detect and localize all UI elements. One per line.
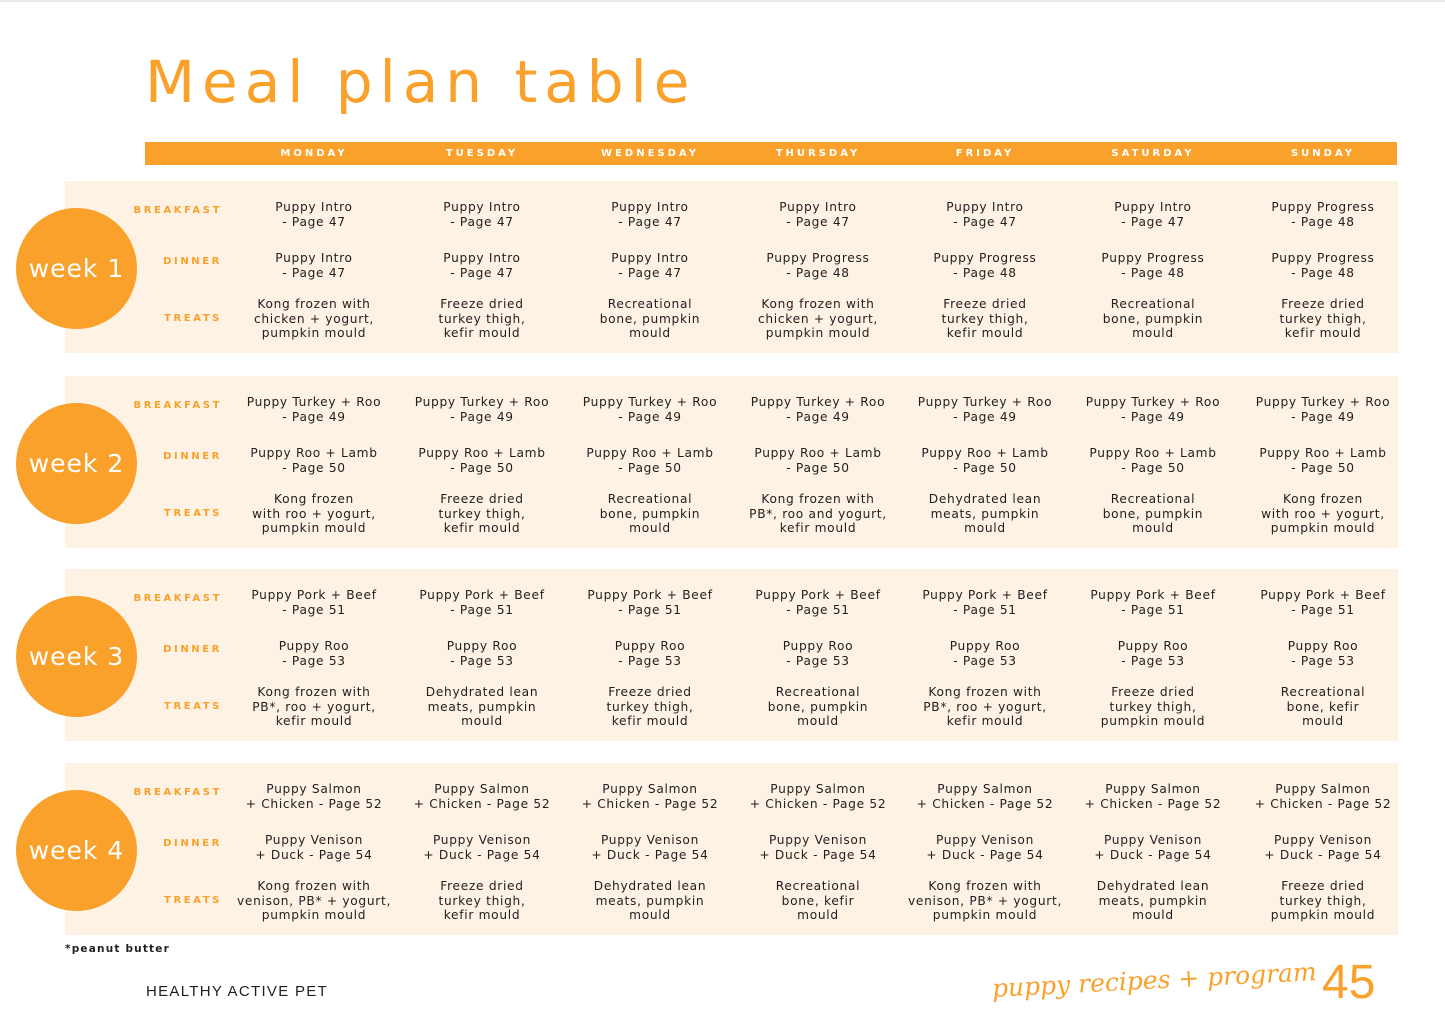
week-badge: week 1 [16, 208, 137, 329]
meal-cell-breakfast: Puppy Salmon + Chicken - Page 52 [245, 782, 383, 811]
meal-cell-dinner: Puppy Progress - Page 48 [1271, 251, 1375, 280]
row-label-breakfast: BREAKFAST [133, 400, 222, 411]
meal-cell-treats: Kong frozen with roo + yogurt, pumpkin mould [252, 492, 376, 535]
meal-cell-breakfast: Puppy Turkey + Roo - Page 49 [582, 395, 718, 424]
day-header-bar [145, 142, 1397, 165]
row-label-treats: TREATS [164, 313, 222, 324]
meal-cell-breakfast: Puppy Salmon + Chicken - Page 52 [581, 782, 719, 811]
meal-cell-dinner: Puppy Roo - Page 53 [278, 639, 350, 668]
meal-cell-breakfast: Puppy Intro - Page 47 [779, 200, 857, 229]
day-header-thursday: THURSDAY [775, 148, 861, 159]
meal-cell-treats: Dehydrated lean meats, pumpkin mould [425, 685, 539, 728]
meal-cell-treats: Freeze dried turkey thigh, pumpkin mould [1270, 879, 1376, 922]
row-label-treats: TREATS [164, 508, 222, 519]
row-label-dinner: DINNER [163, 256, 222, 267]
page-title: Meal plan table [145, 48, 697, 116]
meal-cell-dinner: Puppy Progress - Page 48 [766, 251, 870, 280]
meal-cell-dinner: Puppy Venison + Duck - Page 54 [926, 833, 1044, 862]
meal-cell-dinner: Puppy Intro - Page 47 [611, 251, 689, 280]
row-label-breakfast: BREAKFAST [133, 205, 222, 216]
meal-cell-treats: Freeze dried turkey thigh, kefir mould [1279, 297, 1367, 340]
meal-cell-breakfast: Puppy Intro - Page 47 [946, 200, 1024, 229]
meal-cell-treats: Freeze dried turkey thigh, kefir mould [438, 492, 526, 535]
meal-cell-dinner: Puppy Roo + Lamb - Page 50 [418, 446, 546, 475]
day-header-sunday: SUNDAY [1290, 148, 1355, 159]
meal-cell-breakfast: Puppy Intro - Page 47 [611, 200, 689, 229]
footnote: *peanut butter [65, 943, 170, 955]
row-label-dinner: DINNER [163, 644, 222, 655]
day-header-friday: FRIDAY [955, 148, 1015, 159]
meal-cell-breakfast: Puppy Turkey + Roo - Page 49 [750, 395, 886, 424]
meal-cell-breakfast: Puppy Salmon + Chicken - Page 52 [413, 782, 551, 811]
meal-cell-dinner: Puppy Venison + Duck - Page 54 [1094, 833, 1212, 862]
meal-cell-dinner: Puppy Roo + Lamb - Page 50 [1259, 446, 1387, 475]
meal-cell-treats: Recreational bone, pumpkin mould [1102, 492, 1204, 535]
meal-cell-breakfast: Puppy Turkey + Roo - Page 49 [1255, 395, 1391, 424]
meal-cell-dinner: Puppy Roo + Lamb - Page 50 [754, 446, 882, 475]
meal-cell-dinner: Puppy Progress - Page 48 [933, 251, 1037, 280]
meal-cell-dinner: Puppy Venison + Duck - Page 54 [255, 833, 373, 862]
meal-cell-dinner: Puppy Roo - Page 53 [1117, 639, 1189, 668]
meal-cell-treats: Freeze dried turkey thigh, kefir mould [941, 297, 1029, 340]
meal-cell-dinner: Puppy Roo + Lamb - Page 50 [1089, 446, 1217, 475]
meal-cell-dinner: Puppy Progress - Page 48 [1101, 251, 1205, 280]
row-label-dinner: DINNER [163, 838, 222, 849]
day-header-monday: MONDAY [280, 148, 348, 159]
meal-cell-breakfast: Puppy Intro - Page 47 [443, 200, 521, 229]
page-number: 45 [1322, 956, 1376, 1009]
row-label-dinner: DINNER [163, 451, 222, 462]
meal-cell-dinner: Puppy Roo - Page 53 [1287, 639, 1359, 668]
meal-cell-treats: Dehydrated lean meats, pumpkin mould [593, 879, 707, 922]
meal-cell-dinner: Puppy Roo + Lamb - Page 50 [586, 446, 714, 475]
meal-cell-breakfast: Puppy Progress - Page 48 [1271, 200, 1375, 229]
meal-cell-breakfast: Puppy Salmon + Chicken - Page 52 [1254, 782, 1392, 811]
meal-cell-dinner: Puppy Roo - Page 53 [782, 639, 854, 668]
meal-cell-treats: Kong frozen with roo + yogurt, pumpkin mould [1261, 492, 1385, 535]
meal-cell-treats: Dehydrated lean meats, pumpkin mould [1096, 879, 1210, 922]
day-header-saturday: SATURDAY [1111, 148, 1195, 159]
meal-cell-breakfast: Puppy Pork + Beef - Page 51 [251, 588, 377, 617]
meal-cell-breakfast: Puppy Intro - Page 47 [1114, 200, 1192, 229]
meal-cell-treats: Recreational bone, pumpkin mould [599, 297, 701, 340]
meal-cell-treats: Kong frozen with chicken + yogurt, pumpkin mould [253, 297, 374, 340]
meal-cell-treats: Recreational bone, pumpkin mould [1102, 297, 1204, 340]
brand-name: HEALTHY ACTIVE PET [146, 983, 329, 1000]
week-badge: week 2 [16, 403, 137, 524]
meal-cell-dinner: Puppy Venison + Duck - Page 54 [759, 833, 877, 862]
meal-cell-breakfast: Puppy Pork + Beef - Page 51 [587, 588, 713, 617]
meal-cell-breakfast: Puppy Pork + Beef - Page 51 [755, 588, 881, 617]
meal-cell-dinner: Puppy Venison + Duck - Page 54 [423, 833, 541, 862]
tagline: puppy recipes + program [991, 957, 1318, 1003]
meal-cell-dinner: Puppy Roo - Page 53 [949, 639, 1021, 668]
meal-cell-treats: Freeze dried turkey thigh, pumpkin mould [1100, 685, 1206, 728]
week-badge: week 3 [16, 596, 137, 717]
meal-cell-dinner: Puppy Roo - Page 53 [614, 639, 686, 668]
row-label-breakfast: BREAKFAST [133, 593, 222, 604]
meal-cell-breakfast: Puppy Salmon + Chicken - Page 52 [749, 782, 887, 811]
meal-cell-breakfast: Puppy Turkey + Roo - Page 49 [917, 395, 1053, 424]
meal-cell-dinner: Puppy Roo + Lamb - Page 50 [250, 446, 378, 475]
day-header-tuesday: TUESDAY [445, 148, 519, 159]
meal-cell-treats: Kong frozen with venison, PB* + yogurt, pumpkin mould [236, 879, 392, 922]
meal-cell-dinner: Puppy Venison + Duck - Page 54 [591, 833, 709, 862]
row-label-treats: TREATS [164, 701, 222, 712]
meal-cell-breakfast: Puppy Pork + Beef - Page 51 [419, 588, 545, 617]
meal-cell-dinner: Puppy Roo + Lamb - Page 50 [921, 446, 1049, 475]
meal-cell-treats: Recreational bone, kefir mould [775, 879, 861, 922]
meal-cell-treats: Kong frozen with PB*, roo + yogurt, kefir mould [923, 685, 1047, 728]
row-label-breakfast: BREAKFAST [133, 787, 222, 798]
meal-cell-treats: Freeze dried turkey thigh, kefir mould [606, 685, 694, 728]
meal-cell-dinner: Puppy Intro - Page 47 [443, 251, 521, 280]
meal-cell-treats: Dehydrated lean meats, pumpkin mould [928, 492, 1042, 535]
meal-cell-breakfast: Puppy Pork + Beef - Page 51 [1090, 588, 1216, 617]
meal-cell-treats: Kong frozen with PB*, roo and yogurt, kefir mould [749, 492, 887, 535]
meal-cell-treats: Kong frozen with chicken + yogurt, pumpkin mould [757, 297, 878, 340]
meal-cell-breakfast: Puppy Pork + Beef - Page 51 [1260, 588, 1386, 617]
meal-cell-breakfast: Puppy Intro - Page 47 [275, 200, 353, 229]
week-badge: week 4 [16, 790, 137, 911]
row-label-treats: TREATS [164, 895, 222, 906]
day-header-wednesday: WEDNESDAY [601, 148, 699, 159]
meal-cell-treats: Freeze dried turkey thigh, kefir mould [438, 297, 526, 340]
meal-cell-dinner: Puppy Venison + Duck - Page 54 [1264, 833, 1382, 862]
meal-cell-treats: Recreational bone, pumpkin mould [767, 685, 869, 728]
meal-cell-dinner: Puppy Roo - Page 53 [446, 639, 518, 668]
meal-cell-breakfast: Puppy Turkey + Roo - Page 49 [1085, 395, 1221, 424]
meal-cell-treats: Recreational bone, kefir mould [1280, 685, 1366, 728]
top-divider [0, 0, 1445, 2]
meal-cell-treats: Recreational bone, pumpkin mould [599, 492, 701, 535]
meal-cell-breakfast: Puppy Salmon + Chicken - Page 52 [916, 782, 1054, 811]
meal-cell-breakfast: Puppy Turkey + Roo - Page 49 [246, 395, 382, 424]
meal-cell-breakfast: Puppy Salmon + Chicken - Page 52 [1084, 782, 1222, 811]
meal-cell-breakfast: Puppy Turkey + Roo - Page 49 [414, 395, 550, 424]
meal-cell-breakfast: Puppy Pork + Beef - Page 51 [922, 588, 1048, 617]
meal-cell-dinner: Puppy Intro - Page 47 [275, 251, 353, 280]
meal-cell-treats: Freeze dried turkey thigh, kefir mould [438, 879, 526, 922]
meal-cell-treats: Kong frozen with PB*, roo + yogurt, kefir mould [252, 685, 376, 728]
meal-cell-treats: Kong frozen with venison, PB* + yogurt, pumpkin mould [907, 879, 1063, 922]
